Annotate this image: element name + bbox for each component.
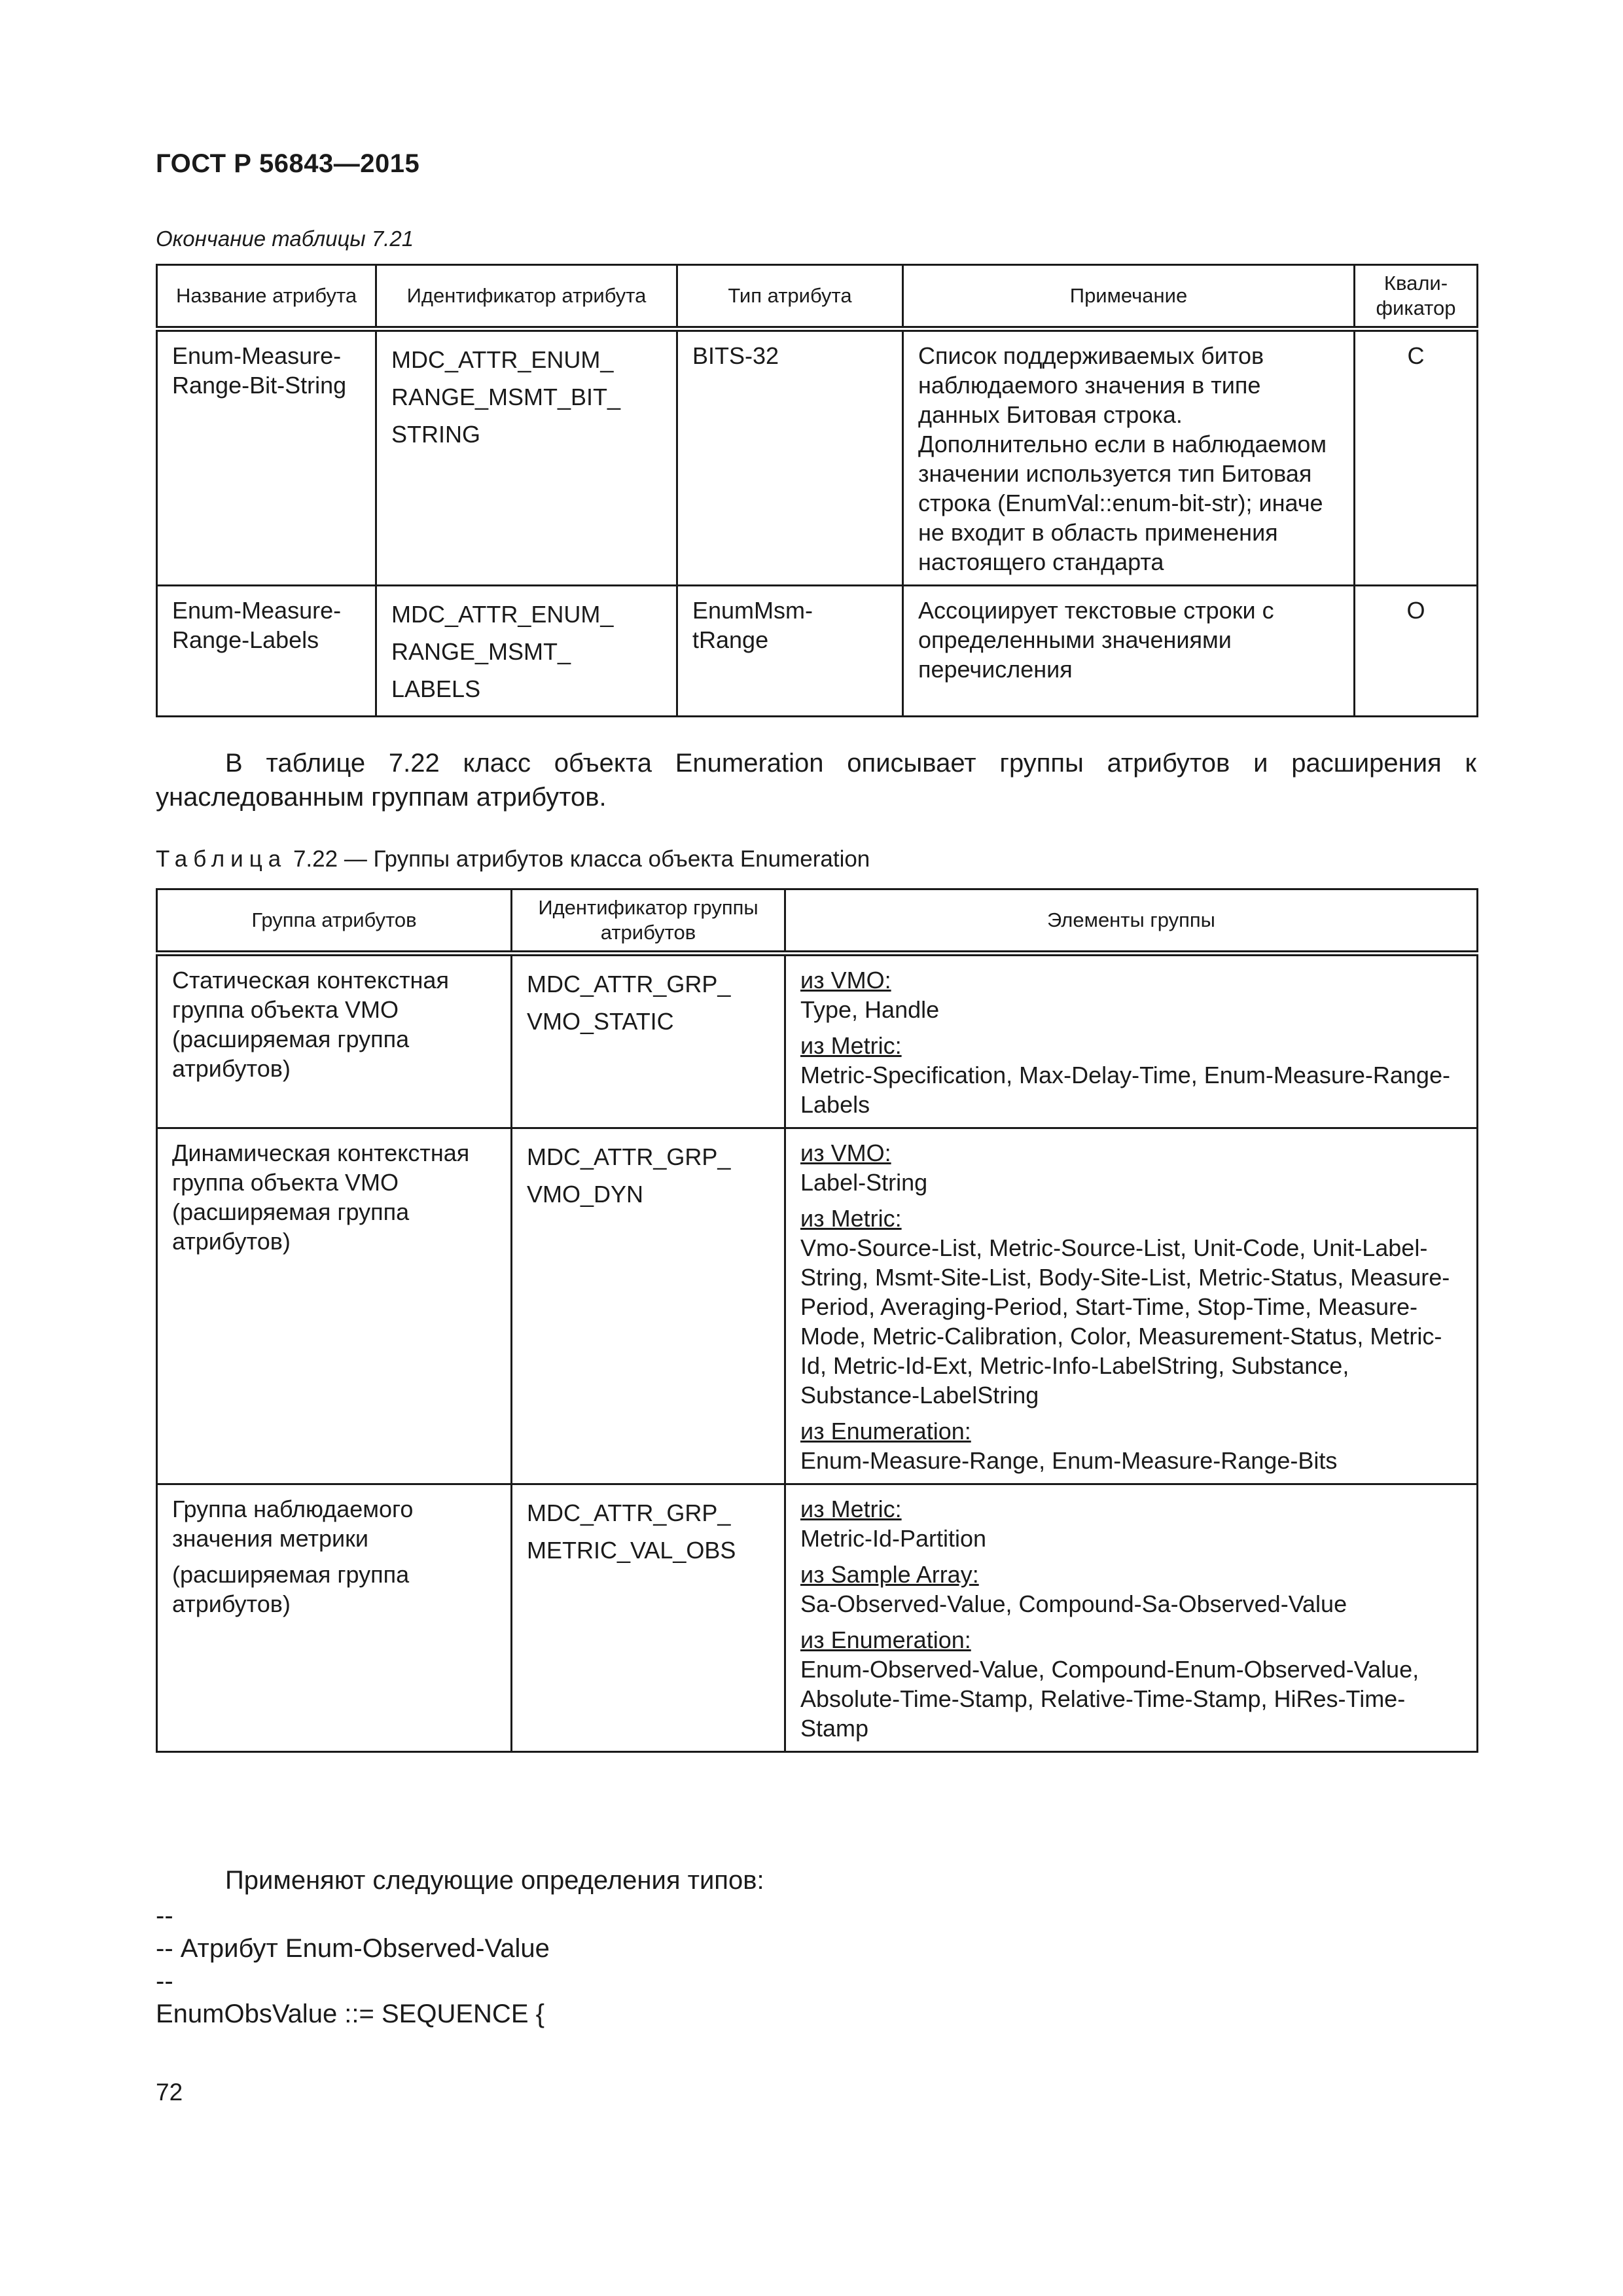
code-line: -- Атрибут Enum-Observed-Value — [156, 1934, 550, 1963]
group-name-cell — [157, 954, 512, 1128]
table-7-22-title — [156, 846, 870, 872]
code-line: EnumObsValue ::= SEQUENCE { — [156, 2000, 544, 2028]
source-class-label: из VMO: — [800, 967, 891, 994]
column-header: Квали-фикатор — [1355, 265, 1478, 329]
element-list: Label-String — [800, 1169, 928, 1196]
table-row — [157, 329, 1478, 586]
paragraph-table-intro — [156, 746, 1476, 814]
element-list: Metric-Id-Partition — [800, 1525, 987, 1552]
attribute-name-cell: Enum-Measure-Range-Bit-String — [157, 329, 376, 586]
attribute-id-cell: MDC_ATTR_ENUM_ RANGE_MSMT_BIT_ STRING — [376, 329, 677, 586]
source-class-label: из Sample Array: — [800, 1561, 979, 1588]
group-id-cell: MDC_ATTR_GRP_ VMO_DYN — [512, 1128, 785, 1484]
element-list: Vmo-Source-List, Metric-Source-List, Unit-Code, Unit-Label-String, Msmt-Site-List, Body-Site-List, Metric-Status, Measure-Period, Averaging-Period, Start-Time, Stop-Time, Measure-Mode, Metric-Calibration, Color, Measurement-Status, Metric-Id, Metric-Id-Ext, Metric-Info-LabelString, Substance, Substance-LabelString — [800, 1234, 1450, 1408]
group-name: Динамическая контекстная группа объекта VMO (расширяемая группа атрибутов) — [172, 1139, 470, 1255]
group-elements-cell — [785, 954, 1478, 1128]
group-elements-cell — [785, 1484, 1478, 1752]
paragraph-text: Применяют следующие определения типов: — [225, 1866, 764, 1895]
code-line: -- — [156, 1967, 173, 1996]
source-class-label: из Metric: — [800, 1032, 902, 1059]
attribute-note-cell: Список поддерживаемых битов наблюдаемого значения в типе данных Битовая строка. Дополнительно если в наблюдаемом значении используется тип Битовая строка (EnumVal::enum-bit-str); иначе не входит в область применения настоящего стандарта — [903, 329, 1355, 586]
paragraph-type-definitions — [156, 1863, 1476, 1897]
table-7-22 — [156, 888, 1478, 1753]
column-header: Элементы группы — [785, 889, 1478, 954]
group-id-cell: MDC_ATTR_GRP_ VMO_STATIC — [512, 954, 785, 1128]
attribute-type-cell: BITS-32 — [677, 329, 903, 586]
attribute-qualifier-cell: O — [1355, 586, 1478, 717]
element-list: Type, Handle — [800, 996, 940, 1023]
element-list: Sa-Observed-Value, Compound-Sa-Observed-Value — [800, 1590, 1347, 1617]
table-header-row — [157, 889, 1478, 954]
column-header: Название атрибута — [157, 265, 376, 329]
column-header: Примечание — [903, 265, 1355, 329]
group-id-cell: MDC_ATTR_GRP_ METRIC_VAL_OBS — [512, 1484, 785, 1752]
table-title-text: 7.22 — Группы атрибутов класса объекта Enumeration — [293, 846, 870, 872]
element-list: Enum-Observed-Value, Compound-Enum-Observed-Value, Absolute-Time-Stamp, Relative-Time-Stamp, HiRes-Time-Stamp — [800, 1656, 1419, 1742]
element-list: Metric-Specification, Max-Delay-Time, Enum-Measure-Range-Labels — [800, 1062, 1450, 1118]
table-continuation-caption: Окончание таблицы 7.21 — [156, 226, 414, 251]
attribute-qualifier-cell: C — [1355, 329, 1478, 586]
column-header: Идентификатор атрибута — [376, 265, 677, 329]
attribute-type-cell: EnumMsm-tRange — [677, 586, 903, 717]
attribute-note-cell: Ассоциирует текстовые строки с определенными значениями перечисления — [903, 586, 1355, 717]
table-header-row — [157, 265, 1478, 329]
element-list: Enum-Measure-Range, Enum-Measure-Range-Bits — [800, 1447, 1338, 1474]
table-row — [157, 1484, 1478, 1752]
group-name-cell — [157, 1484, 512, 1752]
table-7-21 — [156, 264, 1478, 717]
table-row — [157, 586, 1478, 717]
document-header: ГОСТ Р 56843—2015 — [156, 149, 420, 178]
column-header: Идентификатор группы атрибутов — [512, 889, 785, 954]
source-class-label: из Metric: — [800, 1205, 902, 1232]
code-line: -- — [156, 1901, 173, 1930]
table-row — [157, 1128, 1478, 1484]
source-class-label: из VMO: — [800, 1139, 891, 1166]
table-row — [157, 954, 1478, 1128]
attribute-id-cell: MDC_ATTR_ENUM_ RANGE_MSMT_ LABELS — [376, 586, 677, 717]
group-name-note: (расширяемая группа атрибутов) — [172, 1561, 410, 1617]
source-class-label: из Enumeration: — [800, 1418, 971, 1444]
group-name-cell — [157, 1128, 512, 1484]
group-name: Группа наблюдаемого значения метрики — [172, 1496, 414, 1552]
group-name: Статическая контекстная группа объекта VMO (расширяемая группа атрибутов) — [172, 967, 449, 1082]
table-title-prefix: Таблица — [156, 846, 287, 872]
column-header: Группа атрибутов — [157, 889, 512, 954]
source-class-label: из Metric: — [800, 1496, 902, 1522]
attribute-name-cell: Enum-Measure-Range-Labels — [157, 586, 376, 717]
source-class-label: из Enumeration: — [800, 1626, 971, 1653]
paragraph-text: В таблице 7.22 класс объекта Enumeration описывает группы атрибутов и расширения к унаследованным группам атрибутов. — [156, 749, 1476, 812]
column-header: Тип атрибута — [677, 265, 903, 329]
group-elements-cell — [785, 1128, 1478, 1484]
page-number: 72 — [156, 2079, 183, 2106]
